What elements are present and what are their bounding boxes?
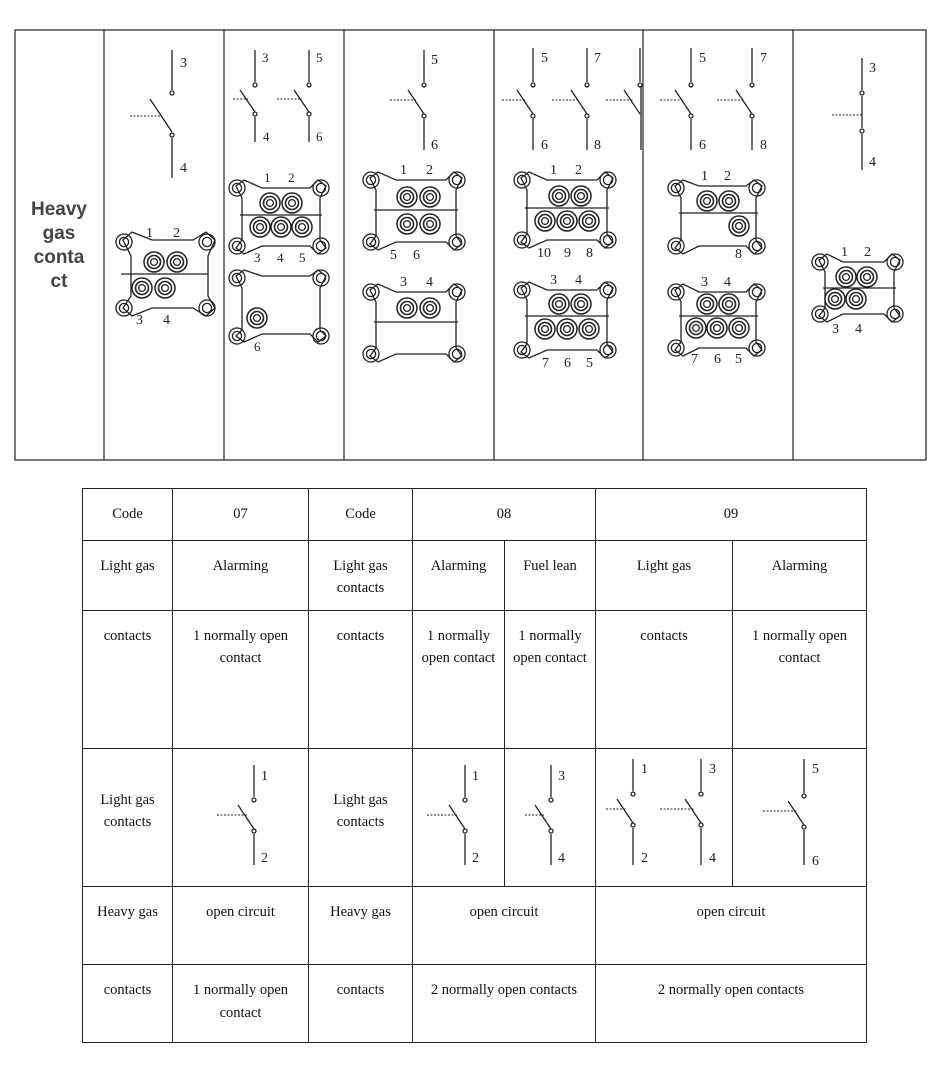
terminal-block	[363, 284, 465, 362]
switch-symbol	[832, 58, 864, 170]
terminal-number: 3	[709, 762, 716, 777]
table-cell: 2 normally open contacts	[596, 965, 867, 1043]
row-label-line: ct	[50, 271, 68, 292]
terminal-number: 4	[263, 129, 270, 144]
row-label-heavy-gas-contact	[31, 199, 87, 292]
terminal-number: 2	[173, 226, 180, 241]
table-cell: Light gas	[83, 541, 173, 611]
terminal-number: 2	[288, 170, 295, 185]
terminal-number: 3	[180, 56, 187, 71]
table-cell	[596, 749, 733, 887]
terminal-number: 1	[472, 769, 479, 784]
table-cell: Light gas contacts	[309, 541, 413, 611]
row-label-line: conta	[33, 247, 85, 268]
table-row	[83, 489, 867, 541]
switch-symbol	[173, 749, 308, 879]
table-cell: contacts	[83, 965, 173, 1043]
terminal-number: 6	[254, 339, 261, 354]
table-cell: 1 normally open contact	[173, 965, 309, 1043]
column-6	[812, 58, 903, 322]
table-cell: Code	[309, 489, 413, 541]
table-cell: 09	[596, 489, 867, 541]
terminal-number: 6	[564, 356, 571, 371]
table-cell: open circuit	[173, 887, 309, 965]
switch-symbol	[277, 50, 311, 142]
terminal-block	[812, 254, 903, 322]
switch-symbol	[505, 749, 595, 879]
table-cell: contacts	[309, 965, 413, 1043]
table-cell: Fuel lean	[505, 541, 596, 611]
row-label-line: gas	[42, 223, 76, 244]
terminal-number: 1	[146, 226, 153, 241]
terminal-number: 4	[163, 313, 170, 328]
table-cell: Code	[83, 489, 173, 541]
terminal-block	[514, 282, 616, 358]
terminal-number: 6	[316, 129, 323, 144]
terminal-number: 8	[594, 138, 601, 153]
terminal-number: 4	[709, 851, 716, 866]
table-cell: Light gas contacts	[309, 749, 413, 887]
column-1	[116, 50, 215, 316]
terminal-number: 1	[641, 762, 648, 777]
terminal-number: 3	[832, 322, 839, 337]
switch-symbol	[717, 48, 754, 150]
terminal-block	[116, 232, 215, 316]
switch-symbol	[552, 48, 589, 150]
terminal-number: 4	[724, 275, 731, 290]
terminal-number: 2	[472, 851, 479, 866]
terminal-number: 6	[812, 854, 819, 869]
terminal-number: 1	[701, 169, 708, 184]
terminal-number: 7	[594, 51, 601, 66]
table-cell: open circuit	[596, 887, 867, 965]
terminal-number: 4	[558, 851, 565, 866]
terminal-number: 4	[575, 273, 582, 288]
switch-symbol-partial	[606, 48, 642, 150]
table-cell: contacts	[83, 611, 173, 749]
column-4	[502, 48, 642, 358]
table-row	[83, 749, 867, 887]
table-cell: 1 normally open contact	[173, 611, 309, 749]
switch-symbol	[596, 749, 732, 879]
terminal-number: 5	[299, 250, 306, 265]
table-cell: Alarming	[733, 541, 867, 611]
table-cell: 1 normally open contact	[505, 611, 596, 749]
terminal-number: 7	[542, 356, 549, 371]
terminal-number: 5	[735, 352, 742, 367]
terminal-number: 7	[691, 352, 698, 367]
terminal-number: 8	[586, 246, 593, 261]
contact-code-table	[82, 488, 867, 1043]
switch-symbol	[502, 48, 535, 150]
table-cell: contacts	[309, 611, 413, 749]
terminal-block	[514, 172, 616, 248]
row-label-line: Heavy	[31, 199, 87, 220]
terminal-number: 2	[641, 851, 648, 866]
terminal-number: 4	[180, 161, 187, 176]
terminal-block	[668, 180, 765, 254]
terminal-number: 3	[400, 275, 407, 290]
table-cell: Heavy gas	[309, 887, 413, 965]
terminal-number: 3	[136, 313, 143, 328]
terminal-block	[229, 270, 329, 344]
terminal-number: 5	[390, 248, 397, 263]
column-3	[363, 50, 465, 362]
terminal-number: 2	[724, 169, 731, 184]
terminal-block	[229, 180, 329, 254]
heavy-gas-wiring-panel	[0, 0, 941, 470]
table-cell: Alarming	[413, 541, 505, 611]
column-3-labels	[390, 53, 438, 290]
terminal-number: 4	[277, 250, 284, 265]
table-cell	[505, 749, 596, 887]
terminal-number: 8	[760, 138, 767, 153]
terminal-number: 5	[541, 51, 548, 66]
table-cell: open circuit	[413, 887, 596, 965]
table-cell: 2 normally open contacts	[413, 965, 596, 1043]
terminal-number: 3	[550, 273, 557, 288]
terminal-number: 5	[699, 51, 706, 66]
terminal-number: 3	[254, 250, 261, 265]
table-cell: contacts	[596, 611, 733, 749]
terminal-number: 2	[261, 851, 268, 866]
table-cell: 1 normally open contact	[733, 611, 867, 749]
switch-symbol	[660, 48, 693, 150]
switch-symbol	[130, 50, 174, 178]
terminal-number: 5	[316, 50, 323, 65]
terminal-number: 1	[261, 769, 268, 784]
terminal-number: 1	[264, 170, 271, 185]
terminal-number: 6	[699, 138, 706, 153]
terminal-number: 3	[558, 769, 565, 784]
terminal-number: 6	[413, 248, 420, 263]
table-cell: 08	[413, 489, 596, 541]
terminal-number: 1	[550, 163, 557, 178]
terminal-number: 1	[400, 163, 407, 178]
terminal-number: 8	[735, 247, 742, 262]
terminal-number: 5	[586, 356, 593, 371]
terminal-number: 3	[701, 275, 708, 290]
terminal-number: 5	[431, 53, 438, 68]
terminal-number: 6	[541, 138, 548, 153]
terminal-number: 2	[864, 245, 871, 260]
terminal-block	[363, 172, 465, 250]
column-2	[229, 50, 329, 344]
switch-symbol	[390, 50, 426, 150]
table-cell	[173, 749, 309, 887]
table-row	[83, 611, 867, 749]
terminal-number: 4	[426, 275, 433, 290]
terminal-number: 5	[812, 762, 819, 777]
table-cell: Heavy gas	[83, 887, 173, 965]
switch-symbol	[413, 749, 504, 879]
terminal-number: 7	[760, 51, 767, 66]
switch-symbol	[733, 749, 866, 879]
table-row	[83, 887, 867, 965]
terminal-number: 3	[869, 61, 876, 76]
terminal-number: 1	[841, 245, 848, 260]
terminal-number: 4	[855, 322, 862, 337]
terminal-number: 6	[431, 138, 438, 153]
table-row	[83, 965, 867, 1043]
table-cell: 07	[173, 489, 309, 541]
switch-symbol	[233, 50, 257, 142]
terminal-number: 9	[564, 246, 571, 261]
table-cell: Alarming	[173, 541, 309, 611]
terminal-number: 6	[714, 352, 721, 367]
table-row	[83, 541, 867, 611]
terminal-number: 4	[869, 155, 876, 170]
table-cell: Light gas	[596, 541, 733, 611]
terminal-number: 2	[575, 163, 582, 178]
table-cell	[733, 749, 867, 887]
column-5	[660, 48, 765, 356]
terminal-number: 2	[426, 163, 433, 178]
table-cell	[413, 749, 505, 887]
terminal-number: 3	[262, 50, 269, 65]
table-cell: Light gas contacts	[83, 749, 173, 887]
table-cell: 1 normally open contact	[413, 611, 505, 749]
terminal-number: 10	[537, 246, 551, 261]
terminal-block	[668, 284, 765, 356]
